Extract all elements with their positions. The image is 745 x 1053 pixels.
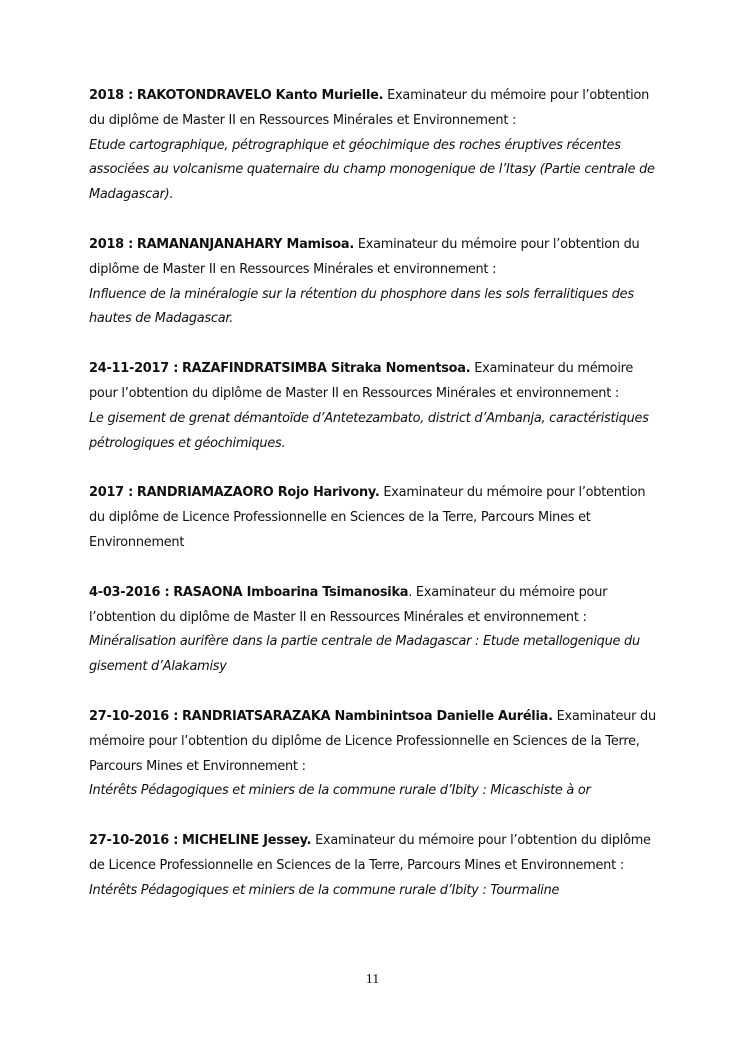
entry-date: 24-11-2017 : — [89, 361, 179, 377]
entry-thesis-title: Minéralisation aurifère dans la partie centrale de Madagascar : Etude metallogenique du gisement d’Alakamisy — [89, 634, 640, 675]
entry-thesis-title: Intérêts Pédagogiques et miniers de la commune rurale d’Ibity : Tourmaline — [89, 882, 560, 898]
entry-date: 2018 : — [89, 236, 134, 252]
jury-entry — [89, 233, 657, 332]
entry-thesis-title: Le gisement de grenat démantoïde d’Antetezambato, district d’Ambanja, caractéristiques pétrologiques et géochimiques. — [89, 410, 649, 451]
entry-thesis-title: Etude cartographique, pétrographique et géochimique des roches éruptives récentes associées au volcanisme quaternaire du champ monogenique de l’Itasy (Partie centrale de Madagascar). — [89, 137, 655, 203]
entry-description: Examinateur du mémoire pour l’obtention du diplôme de Master II en Ressources Minérales et environnement : — [89, 361, 634, 401]
entry-student-name: RANDRIAMAZAORO Rojo Harivony. — [136, 485, 380, 501]
entry-date: 27-10-2016 : — [89, 708, 179, 724]
jury-entry — [89, 829, 657, 903]
jury-entry — [89, 581, 657, 680]
jury-entry — [89, 357, 657, 456]
entry-description: . Examinateur du mémoire pour l’obtention du diplôme de Master II en Ressources Minérales et environnement : — [89, 584, 608, 625]
entry-date: 2018 : — [89, 88, 134, 103]
entry-description: Examinateur du mémoire pour l’obtention du diplôme de Licence Professionnelle en Sciences de la Terre, Parcours Mines et Environnement — [89, 485, 646, 550]
entry-date: 27-10-2016 : — [89, 833, 179, 849]
entry-student-name: RAZAFINDRATSIMBA Sitraka Nomentsoa. — [181, 361, 471, 377]
jury-entry — [89, 481, 657, 555]
entry-description: Examinateur du mémoire pour l’obtention du diplôme de Master II en Ressources Minérales et Environnement : — [89, 88, 650, 128]
entry-thesis-title: Influence de la minéralogie sur la rétention du phosphore dans les sols ferralitiques des hautes de Madagascar. — [89, 286, 634, 327]
jury-entries-list — [89, 84, 657, 929]
entry-date: 2017 : — [89, 485, 134, 501]
entry-student-name: RAMANANJANAHARY Mamisoa. — [136, 236, 354, 252]
entry-date: 4-03-2016 : — [89, 584, 170, 600]
jury-entry — [89, 84, 657, 208]
entry-description: Examinateur du mémoire pour l’obtention du diplôme de Licence Professionnelle en Sciences de la Terre, Parcours Mines et Environnement : — [89, 708, 656, 774]
entry-thesis-title: Intérêts Pédagogiques et miniers de la commune rurale d’Ibity : Micaschiste à or — [89, 783, 591, 799]
entry-student-name: RAKOTONDRAVELO Kanto Murielle. — [136, 88, 384, 103]
page-number: 11 — [365, 972, 380, 987]
entry-student-name: RANDRIATSARAZAKA Nambinintsoa Danielle Aurélia. — [181, 708, 553, 724]
entry-description: Examinateur du mémoire pour l’obtention du diplôme de Licence Professionnelle en Sciences de la Terre, Parcours Mines et Environnement : — [89, 833, 651, 873]
entry-student-name: RASAONA Imboarina Tsimanosika — [173, 584, 409, 600]
jury-entry — [89, 705, 657, 804]
entry-description: Examinateur du mémoire pour l’obtention du diplôme de Master II en Ressources Minérales et environnement : — [89, 236, 640, 277]
entry-student-name: MICHELINE Jessey. — [181, 833, 312, 849]
